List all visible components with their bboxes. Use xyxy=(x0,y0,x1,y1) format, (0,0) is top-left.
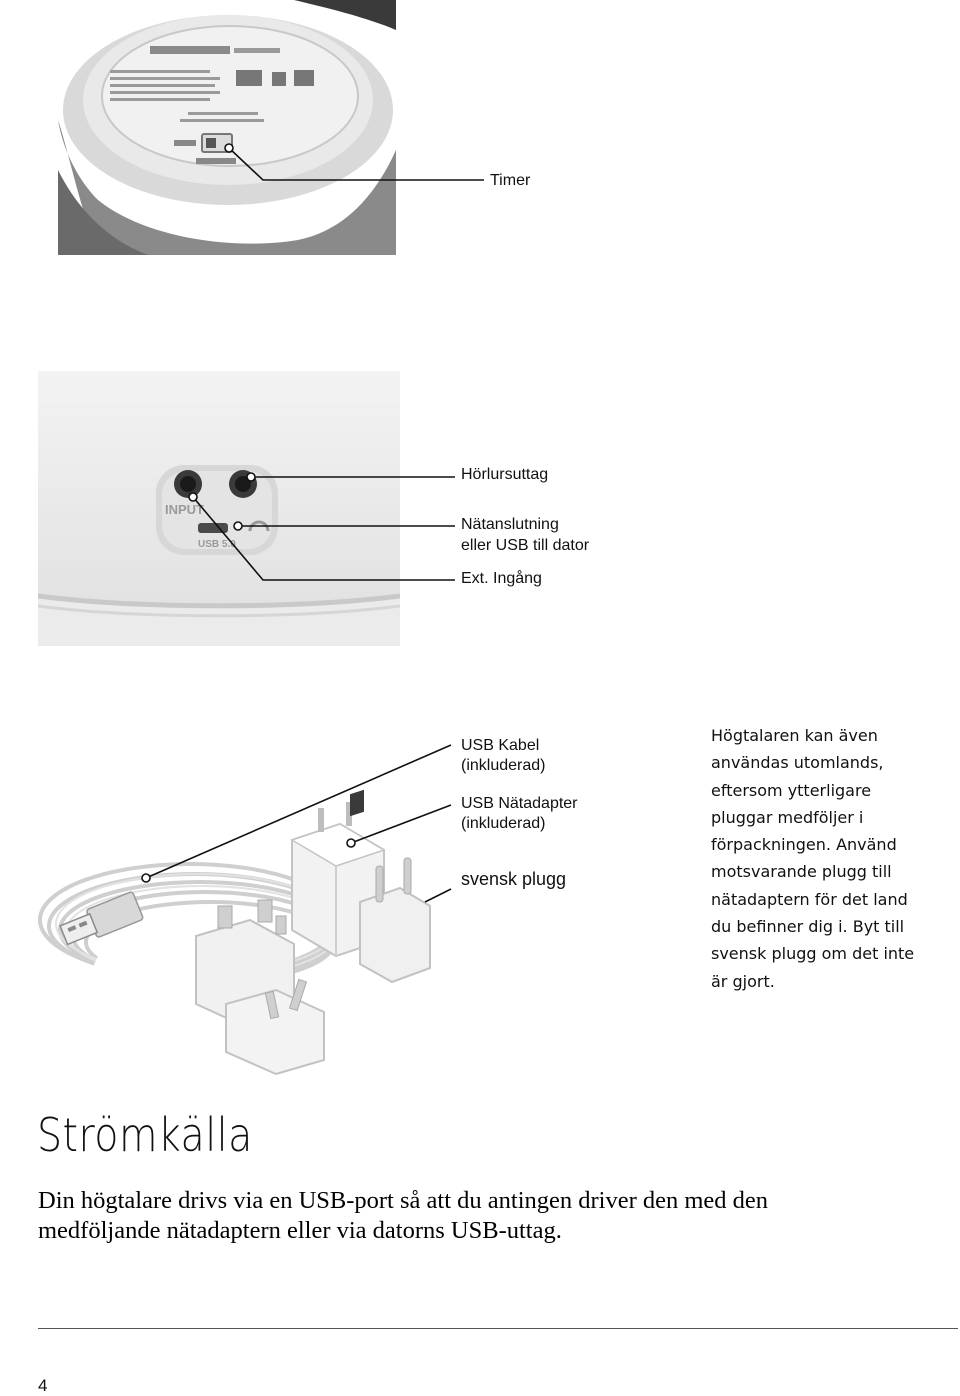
callout-usb-cable-line1: USB Kabel xyxy=(461,737,540,754)
description-line: användas utomlands, xyxy=(711,753,884,773)
description-line: du befinner dig i. Byt till xyxy=(711,917,905,937)
usb-port-label: USB 5.0 xyxy=(198,539,236,550)
device-bottom-photo xyxy=(58,0,396,255)
section-heading: Strömkälla xyxy=(37,1108,253,1162)
description-line: svensk plugg om det inte xyxy=(711,944,915,964)
plug-description xyxy=(711,722,941,995)
description-line: Högtalaren kan även xyxy=(711,726,878,745)
callout-timer: Timer xyxy=(490,172,531,189)
body-line: Din högtalare drivs via en USB-port så att du antingen driver den med den xyxy=(38,1187,769,1214)
footer-divider xyxy=(38,1328,958,1329)
body-line: medföljande nätadaptern eller via datorns USB-uttag. xyxy=(38,1217,562,1244)
description-line: eftersom ytterligare xyxy=(711,780,872,800)
callout-power-line1: Nätanslutning xyxy=(461,516,559,533)
input-label: INPUT xyxy=(165,502,204,517)
callout-power-line2: eller USB till dator xyxy=(461,537,590,554)
section-body xyxy=(38,1186,938,1246)
callout-swedish-plug: svensk plugg xyxy=(461,869,567,889)
accessories-photo xyxy=(0,760,480,1075)
callout-usb-adapter-line2: (inkluderad) xyxy=(461,815,546,832)
description-line: motsvarande plugg till xyxy=(711,862,892,882)
description-line: nätadaptern för det land xyxy=(711,889,908,909)
device-back-photo xyxy=(38,371,400,646)
callout-ext-input: Ext. Ingång xyxy=(461,570,542,587)
callout-usb-cable-line2: (inkluderad) xyxy=(461,757,546,774)
description-line: förpackningen. Använd xyxy=(711,835,897,855)
page-number: 4 xyxy=(38,1376,48,1395)
callout-headphone-jack: Hörlursuttag xyxy=(461,466,549,483)
description-line: är gjort. xyxy=(711,971,775,991)
description-line: pluggar medföljer i xyxy=(711,807,864,827)
callout-usb-adapter-line1: USB Nätadapter xyxy=(461,795,578,812)
